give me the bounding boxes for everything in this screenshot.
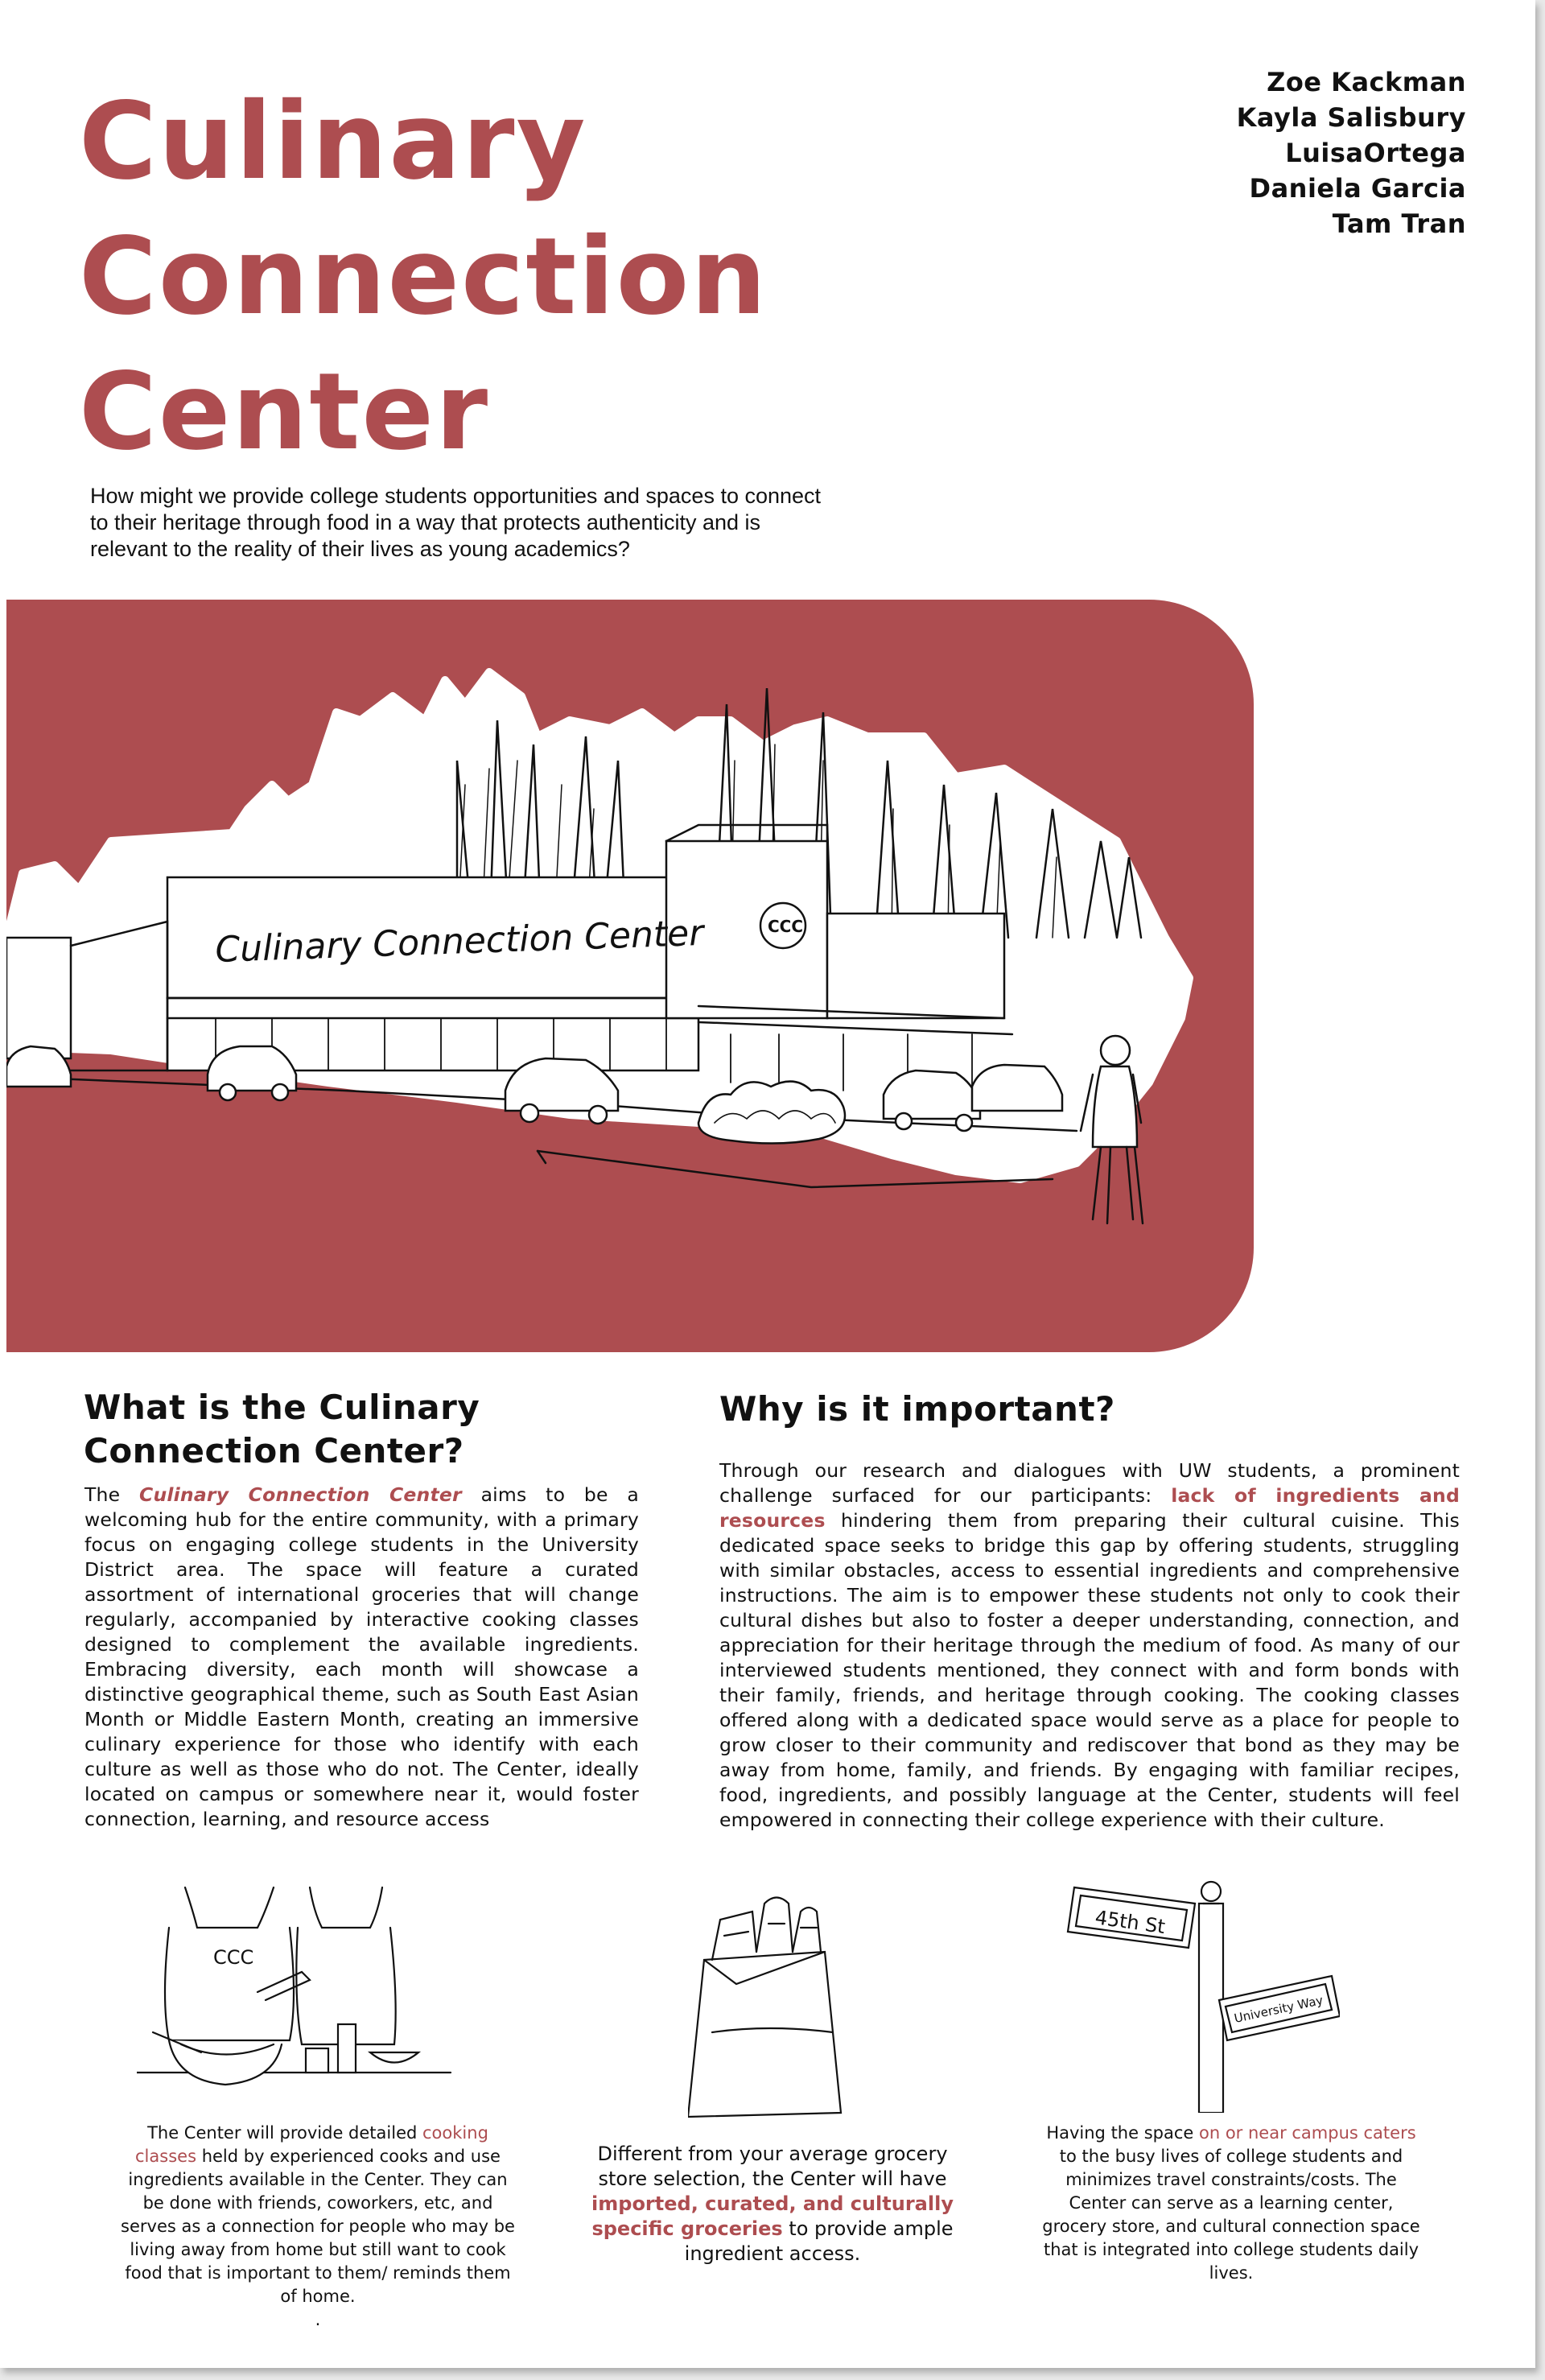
grocery-bag-illustration [688, 1887, 849, 2121]
title-line-3: Center [79, 350, 490, 474]
person [1101, 1036, 1130, 1065]
title-line-1: Culinary [79, 80, 587, 204]
author-name: Daniela Garcia [1249, 173, 1466, 204]
building-sign: Culinary Connection Center [214, 912, 705, 971]
sign-text-45th: 45th St [1094, 1906, 1167, 1939]
apron-logo: CCC [213, 1946, 254, 1969]
highlight-near-campus: on or near campus caters [1198, 2123, 1416, 2143]
feature-caption-location: Having the space on or near campus caters to the busy lives of college students and minimizes travel constraints/costs. The Center can serve as a learning center, grocery store, and cultural connection space that is integrated into college students daily lives. [1042, 2123, 1420, 2283]
highlight-cooking-classes: cooking classes [135, 2123, 488, 2166]
section-body-what: The Culinary Connection Center aims to be a welcoming hub for the entire community, with a primary focus on engaging college students in the University District area. The space will feature a curated assortment of international groceries that will change regularly, accompanied by interactive cooking classes designed to complement the available ingredients. Embracing diversity, each month will showcase a distinctive geographical theme, such as South East Asian Month or Middle Eastern Month, creating an immersive culinary experience for those who identify with each culture as well as those who do not. The Center, ideally located on campus or somewhere near it, would foster connection, learning, and resource access [84, 1483, 639, 1830]
title-line-2: Connection [79, 215, 768, 339]
section-heading-why: Why is it important? [719, 1389, 1115, 1429]
feature-caption-groceries: Different from your average grocery store selection, the Center will have imported, curated, and culturally specific groceries to provide ample ingredient access. [591, 2143, 954, 2265]
author-name: Kayla Salisbury [1236, 102, 1466, 133]
building-logo: CCC [768, 917, 804, 936]
sign-text-university-way: University Way [1233, 1992, 1325, 2026]
section-body-why: Through our research and dialogues with UW students, a prominent challenge surfaced for our participants: lack of ingredients and resources hindering them from preparing their cultural cuisine. This dedicated space seeks to bridge this gap by offering students, struggling with similar obstacles, access to essential ingredients and comprehensive instructions. The aim is to empower these students not only to cook their cultural dishes but also to foster a deeper understanding, connection, and appreciation for their heritage through the medium of food. As many of our interviewed students mentioned, they connect with and form bonds with their family, friends, and heritage through cooking. The cooking classes offered along with a dedicated space would serve as a place for people to grow closer to their community and rediscover that bond as they may be away from home, family, and friends. By engaging with familiar recipes, food, ingredients, and possibly language at the Center, students will feel empowered in connecting their college experience with their culture. [719, 1459, 1460, 1831]
highlight-groceries: imported, curated, and culturally specific groceries [591, 2192, 954, 2240]
feature-caption-cooking: The Center will provide detailed cooking classes held by experienced cooks and use ingredients available in the Center. They can be done with friends, coworkers, etc, and serves as a connection for people who may be living away from home but still want to cook food that is important to them/ reminds them of home. . [121, 2123, 515, 2329]
street-sign-illustration [1066, 1871, 1340, 2113]
hero-illustration-panel [6, 600, 1254, 1352]
page-title [79, 74, 768, 480]
car [972, 1065, 1062, 1111]
author-list [1237, 64, 1466, 241]
author-name: Zoe Kackman [1267, 67, 1466, 97]
building-illustration [6, 600, 1254, 1352]
cooking-illustration [137, 1879, 459, 2097]
research-question: How might we provide college students opportunities and spaces to connect to their heritage through food in a way that protects authenticity and is relevant to the reality of their lives as young academics? [90, 484, 822, 561]
highlight-center-name: Culinary Connection Center [139, 1483, 462, 1506]
section-heading-what: What is the Culinary Connection Center? [84, 1388, 480, 1470]
author-name: LuisaOrtega [1285, 138, 1466, 168]
author-name: Tam Tran [1332, 208, 1466, 239]
highlight-lack-of-ingredients: lack of ingredients and resources [719, 1484, 1460, 1532]
